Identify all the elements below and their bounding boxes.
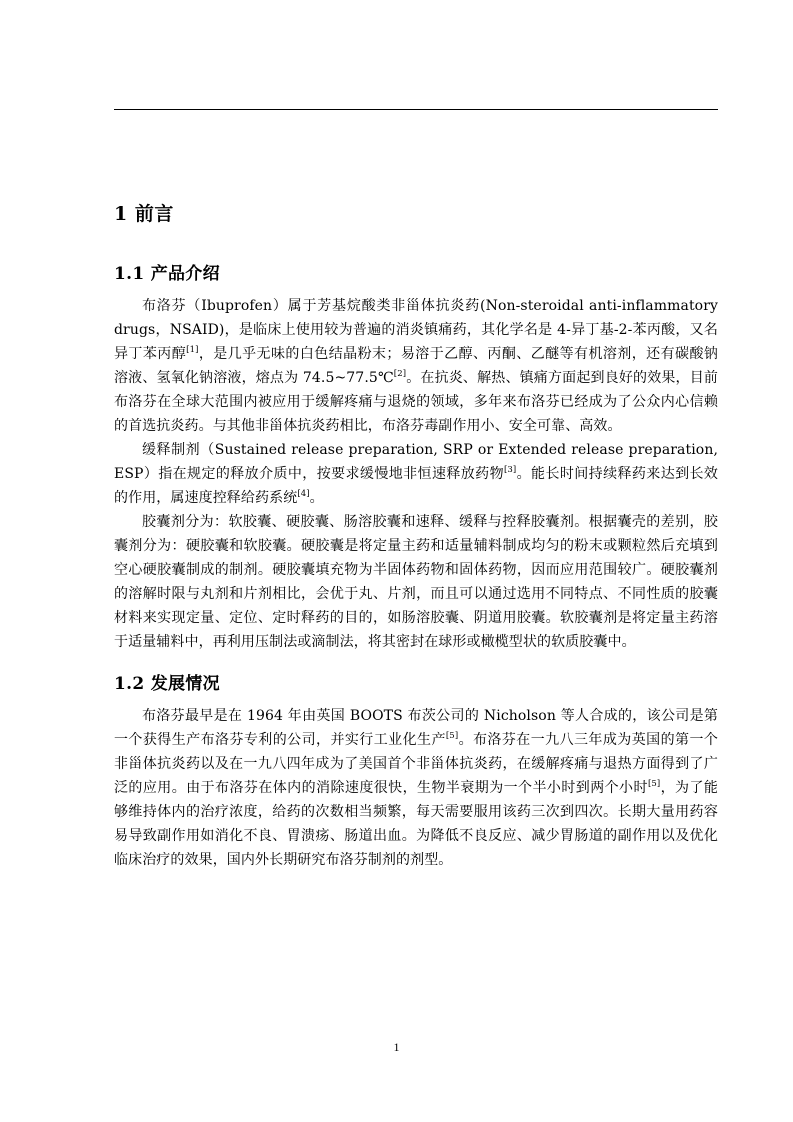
citation: [4] <box>297 489 310 499</box>
citation: [1] <box>186 345 199 355</box>
page-number: 1 <box>393 1040 400 1054</box>
citation: [5] <box>647 779 661 789</box>
paragraph-text: 缓释制剂（Sustained release preparation, SRP or Extended release preparation, ESP）指在规定的释放介质中，按要求缓慢地非恒速释放药物 <box>114 442 718 482</box>
paragraph-sustained-release <box>114 438 718 510</box>
citation: [2] <box>393 369 407 379</box>
section-title-1-2: 1.2 发展情况 <box>114 674 220 694</box>
paragraph-text: ，是几乎无味的白色结晶粉末；易溶于乙醇、丙酮、乙醚等有机溶剂，还有碳酸钠溶液、氢氧化钠溶液，熔点为 74.5~77.5℃ <box>114 346 718 386</box>
paragraph-text: 。能长时间持续释药来达到长效的作用，属速度控释给药系统 <box>114 466 719 506</box>
page-body <box>114 196 718 872</box>
citation: [5] <box>445 731 459 741</box>
paragraph-text: 胶囊剂分为：软胶囊、硬胶囊、肠溶胶囊和速释、缓释与控释胶囊剂。根据囊壳的差别，胶囊剂分为：硬胶囊和软胶囊。硬胶囊是将定量主药和适量辅料制成均匀的粉末或颗粒然后充填到空心硬胶囊制成的制剂。硬胶囊填充物为半固体药物和固体药物，因而应用范围较广。硬胶囊剂的溶解时限与丸剂和片剂相比，会优于丸、片剂，而且可以通过选用不同特点、不同性质的胶囊材料来实现定量、定位、定时释药的目的，如肠溶胶囊、阴道用胶囊。软胶囊剂是将定量主药溶于适量辅料中，再利用压制法或滴制法，将其密封在球形或橄榄型状的软质胶囊中。 <box>114 514 718 650</box>
paragraph-text: 。 <box>309 490 324 506</box>
paragraph-text: 布洛芬最早是在 1964 年由英国 BOOTS 布茨公司的 Nicholson 等人合成的，该公司是第一个获得生产布洛芬专利的公司，并实行工业化生产 <box>114 708 718 748</box>
paragraph-ibuprofen-intro <box>114 294 718 438</box>
header-rule <box>114 109 718 110</box>
paragraph-development <box>114 704 718 872</box>
section-title-1-1: 1.1 产品介绍 <box>114 264 220 284</box>
paragraph-text: 。布洛芬在一九八三年成为英国的第一个非甾体抗炎药以及在一九八四年成为了美国首个非甾体抗炎药，在缓解疼痛与退热方面得到了广泛的应用。由于布洛芬在体内的消除速度很快，生物半衰期为一个半小时到两个小时 <box>114 732 718 796</box>
paragraph-text: 布洛芬（Ibuprofen）属于芳基烷酸类非甾体抗炎药(Non-steroidal anti-inflammatory drugs，NSAID)，是临床上使用较为普遍的消炎镇痛药，其化学名是 4-异丁基-2-苯丙酸，又名异丁苯丙醇 <box>114 298 718 362</box>
paragraph-capsules <box>114 510 718 654</box>
chapter-title: 1 前言 <box>114 203 174 225</box>
paragraph-text: ，为了能够维持体内的治疗浓度，给药的次数相当频繁，每天需要服用该药三次到四次。长期大量用药容易导致副作用如消化不良、胃溃疡、肠道出血。为降低不良反应、减少胃肠道的副作用以及优化临床治疗的效果，国内外长期研究布洛芬制剂的剂型。 <box>114 780 719 868</box>
paragraph-text: 。在抗炎、解热、镇痛方面起到良好的效果，目前布洛芬在全球大范围内被应用于缓解疼痛与退烧的领域，多年来布洛芬已经成为了公众内心信赖的首选抗炎药。与其他非甾体抗炎药相比，布洛芬毒副作用小、安全可靠、高效。 <box>114 370 718 434</box>
citation: [3] <box>503 465 517 475</box>
